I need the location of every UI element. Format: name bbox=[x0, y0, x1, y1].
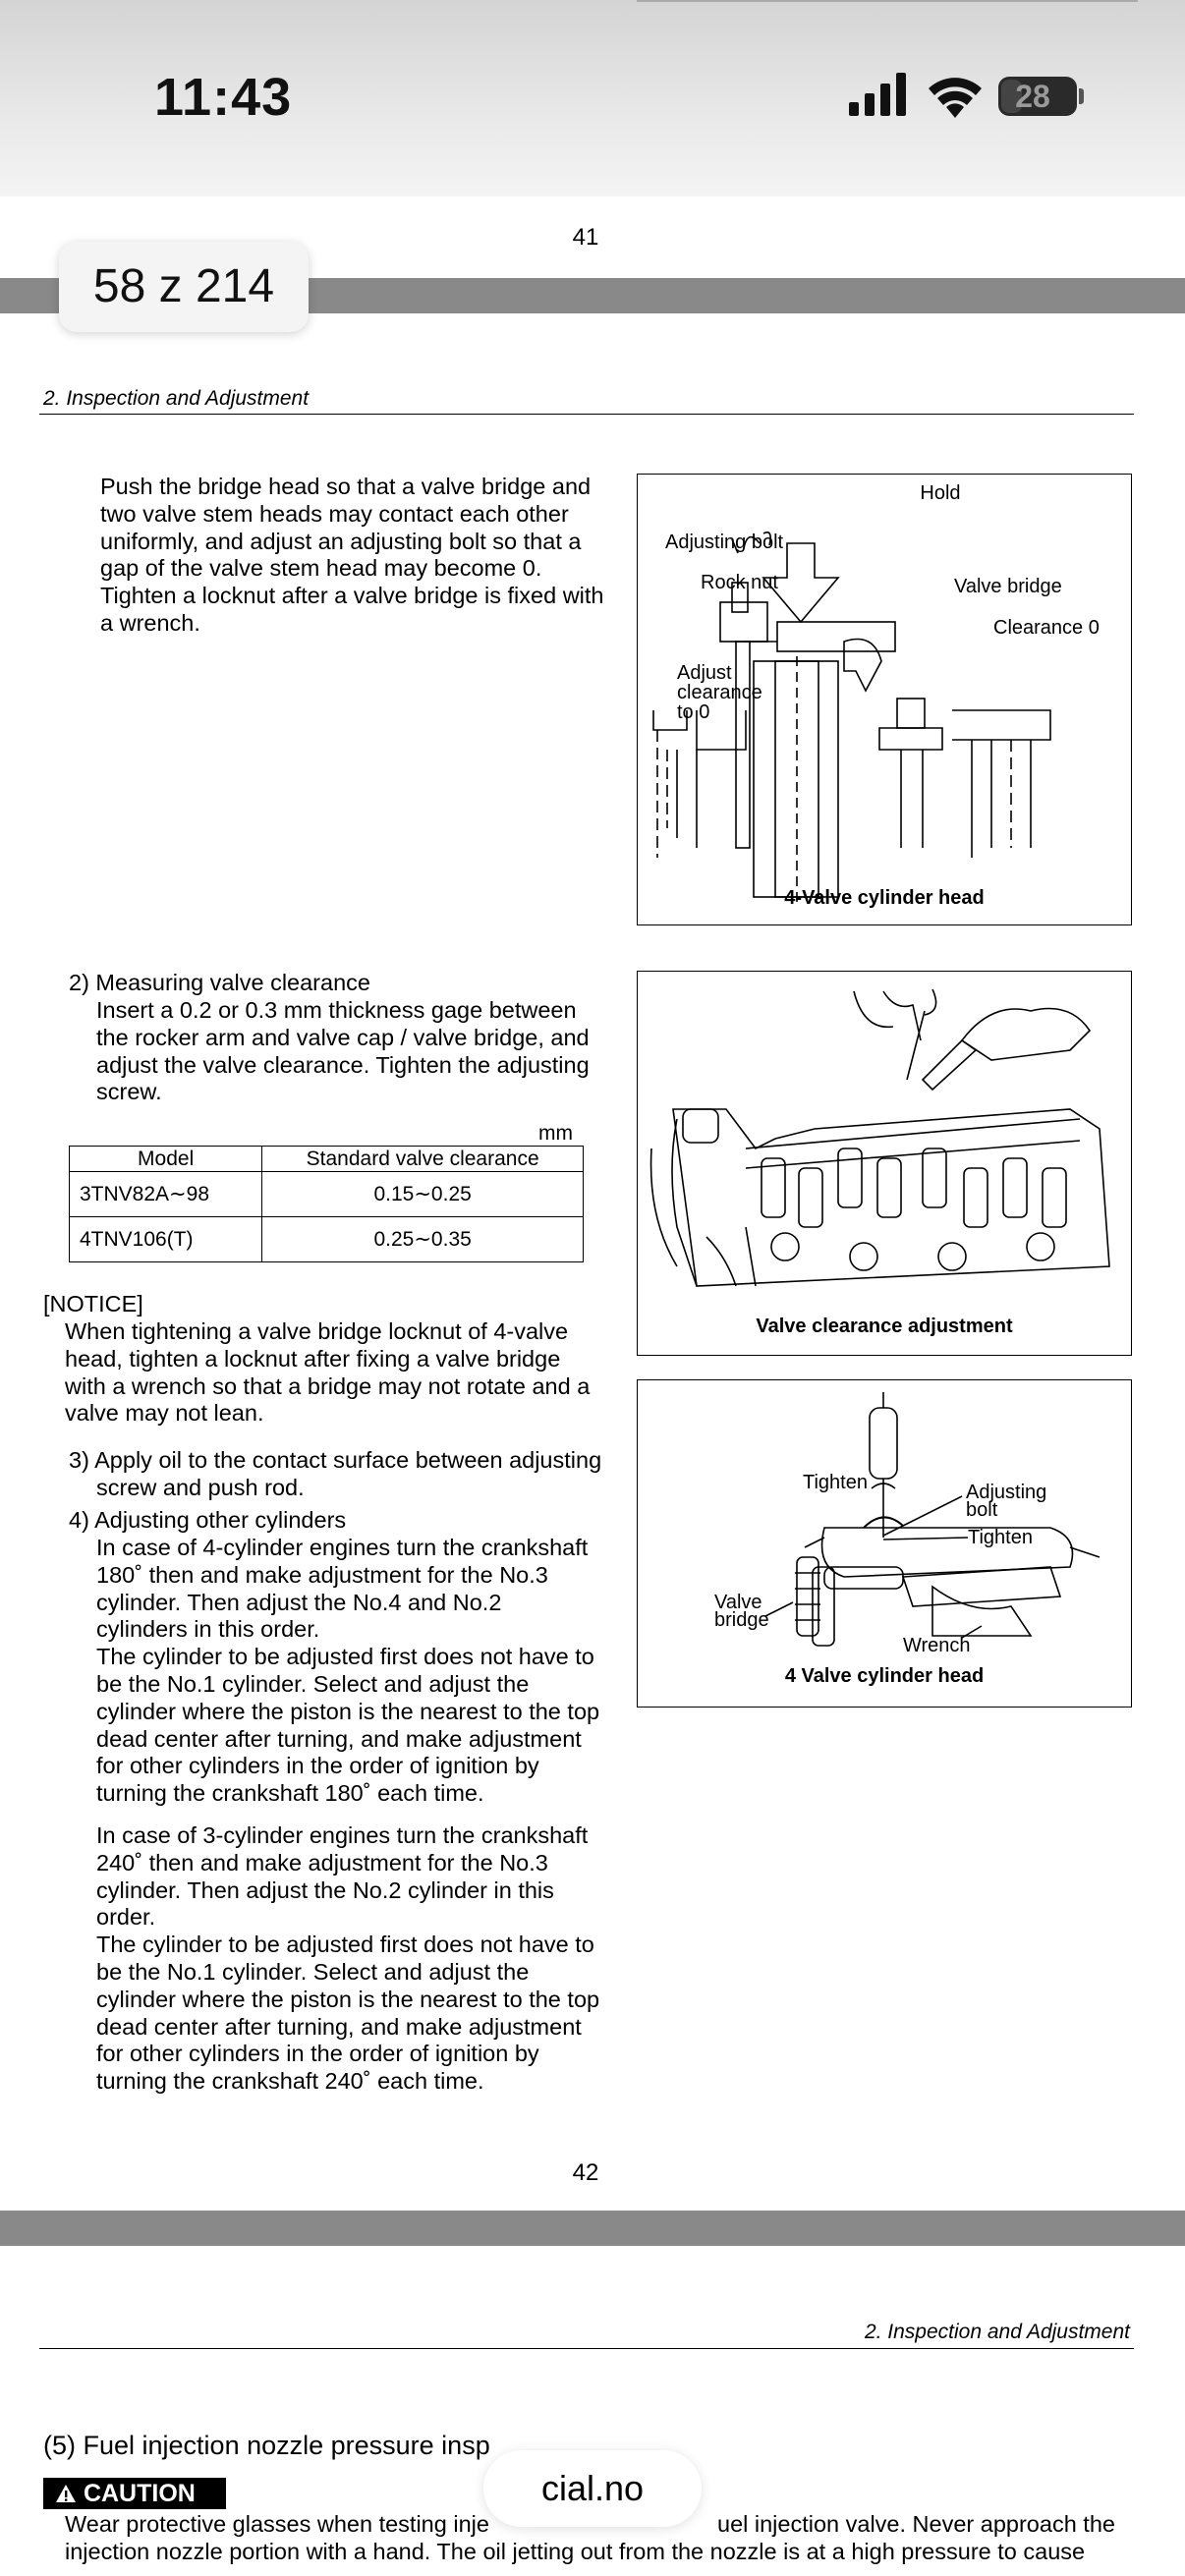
figure-valve-clearance-adjustment bbox=[637, 971, 1132, 1356]
label-tighten-2: Tighten bbox=[968, 1527, 1033, 1548]
valve-clearance-illustration bbox=[638, 972, 1133, 1357]
page-number-top: 41 bbox=[572, 224, 599, 251]
page-number-mid: 42 bbox=[572, 2159, 599, 2186]
step-2-heading: 2) Measuring valve clearance bbox=[69, 970, 370, 995]
header-rule bbox=[39, 2348, 1134, 2349]
text-line: dead center after turning, and make adjustment bbox=[96, 2013, 582, 2040]
page-header: 2. Inspection and Adjustment bbox=[864, 2321, 1130, 2343]
text-line: When tightening a valve bridge locknut of 4-valve bbox=[65, 1318, 569, 1344]
step-4-block-4-cylinder bbox=[96, 1535, 599, 1808]
figure-caption: 4-Valve cylinder head bbox=[784, 887, 985, 909]
notice-title: [NOTICE] bbox=[43, 1291, 143, 1316]
text-line: cylinder. Then adjust the No.4 and No.2 bbox=[96, 1589, 502, 1615]
table-unit: mm bbox=[538, 1122, 573, 1145]
cellular-signal-icon bbox=[849, 73, 908, 116]
table-row bbox=[70, 1172, 584, 1217]
label-valve-bridge: Valve bridge bbox=[954, 576, 1062, 597]
table-header-row bbox=[70, 1147, 584, 1172]
text-line: Insert a 0.2 or 0.3 mm thickness gage between bbox=[96, 997, 577, 1023]
figure-4-valve-cylinder-head-wrench bbox=[637, 1379, 1132, 1708]
col-standard-clearance: Standard valve clearance bbox=[262, 1147, 584, 1172]
caution-line-1b: uel injection valve. Never approach the bbox=[717, 2511, 1115, 2537]
warning-icon bbox=[55, 2484, 77, 2503]
clock: 11:43 bbox=[154, 68, 293, 127]
text-line: with a wrench so that a bridge may not rotate and a bbox=[65, 1372, 591, 1399]
label-wrench: Wrench bbox=[903, 1635, 971, 1656]
caution-text: CAUTION bbox=[83, 2480, 196, 2507]
step-2-body bbox=[96, 997, 590, 1106]
url-pill[interactable]: cial.no bbox=[483, 2450, 702, 2527]
text-line: cylinders in this order. bbox=[96, 1616, 320, 1643]
figure-caption: Valve clearance adjustment bbox=[756, 1316, 1013, 1337]
label-rock-nut: Rock nut bbox=[701, 572, 778, 593]
label-bridge: bridge bbox=[714, 1609, 769, 1631]
label-clearance-0: Clearance 0 bbox=[993, 617, 1100, 639]
label-hold: Hold bbox=[920, 482, 961, 504]
label-clearance: clearance bbox=[677, 682, 762, 703]
caution-line-2: injection nozzle portion with a hand. The oil jetting out from the nozzle is at a high pressure to cause bbox=[65, 2539, 1086, 2564]
cell-value: 0.25∼0.35 bbox=[262, 1217, 584, 1262]
text-line: a wrench. bbox=[100, 609, 200, 636]
text-line: turning the crankshaft 180˚ each time. bbox=[96, 1780, 484, 1807]
caution-label bbox=[43, 2478, 226, 2509]
text-line: In case of 4-cylinder engines turn the crankshaft bbox=[96, 1535, 589, 1560]
label-adjust: Adjust bbox=[677, 662, 732, 684]
label-tighten: Tighten bbox=[803, 1472, 868, 1493]
text-line: dead center after turning, and make adjustment bbox=[96, 1725, 582, 1752]
section-title: (5) Fuel injection nozzle pressure insp bbox=[43, 2431, 490, 2460]
text-line: be the No.1 cylinder. Select and adjust the bbox=[96, 1958, 530, 1985]
wrench-illustration bbox=[638, 1380, 1133, 1708]
text-line: 180˚ then and make adjustment for the No.3 bbox=[96, 1561, 548, 1588]
text-line: The cylinder to be adjusted first does not have to bbox=[96, 1644, 594, 1670]
text-line: screw and push rod. bbox=[96, 1474, 305, 1500]
step-3 bbox=[69, 1447, 601, 1502]
text-line: valve may not lean. bbox=[65, 1400, 264, 1427]
text-line: 3) Apply oil to the contact surface between adjusting bbox=[69, 1447, 602, 1473]
table-row bbox=[70, 1217, 584, 1262]
cell-value: 0.15∼0.25 bbox=[262, 1172, 584, 1217]
battery-icon bbox=[998, 77, 1077, 116]
step-4-heading: 4) Adjusting other cylinders bbox=[69, 1507, 347, 1533]
notice-body bbox=[65, 1318, 590, 1428]
label-adjusting-bolt: Adjusting bolt bbox=[665, 532, 784, 553]
text-line: adjust the valve clearance. Tighten the adjusting bbox=[96, 1051, 590, 1078]
text-line: 240˚ then and make adjustment for the No.3 bbox=[96, 1849, 548, 1876]
text-line: for other cylinders in the order of ignition by bbox=[96, 1753, 539, 1779]
text-line: screw. bbox=[96, 1079, 162, 1105]
cell-model: 4TNV106(T) bbox=[70, 1217, 262, 1262]
caution-line-1a: Wear protective glasses when testing inje bbox=[65, 2511, 489, 2537]
text-line: two valve stem heads may contact each other bbox=[100, 500, 569, 527]
text-line: order. bbox=[96, 1904, 156, 1931]
text-line: the rocker arm and valve cap / valve bridge, and bbox=[96, 1024, 590, 1050]
label-to-0: to 0 bbox=[677, 701, 710, 723]
text-line: be the No.1 cylinder. Select and adjust the bbox=[96, 1670, 530, 1697]
cylinder-head-diagram bbox=[638, 475, 1133, 926]
intro-paragraph bbox=[100, 474, 603, 638]
text-line: cylinder where the piston is the nearest to the top bbox=[96, 1986, 600, 2012]
battery-percent: 28 bbox=[1015, 79, 1050, 114]
figure-caption: 4 Valve cylinder head bbox=[784, 1665, 985, 1687]
label-valve: Valve bbox=[714, 1592, 762, 1613]
cell-model: 3TNV82A∼98 bbox=[70, 1172, 262, 1217]
header-rule bbox=[39, 414, 1134, 415]
text-line: In case of 3-cylinder engines turn the crankshaft bbox=[96, 1822, 589, 1848]
text-line: Tighten a locknut after a valve bridge is fixed with bbox=[100, 583, 604, 609]
page-indicator[interactable]: 58 z 214 bbox=[59, 242, 309, 332]
text-line: for other cylinders in the order of ignition by bbox=[96, 2041, 539, 2067]
text-line: gap of the valve stem head may become 0. bbox=[100, 555, 542, 582]
page-separator-bar bbox=[0, 2211, 1185, 2246]
battery-tip bbox=[1079, 88, 1084, 104]
label-bolt: bolt bbox=[966, 1499, 998, 1521]
text-line: head, tighten a locknut after fixing a valve bridge bbox=[65, 1345, 561, 1372]
valve-clearance-table bbox=[69, 1146, 584, 1262]
text-line: turning the crankshaft 240˚ each time. bbox=[96, 2068, 484, 2095]
wifi-icon bbox=[928, 75, 983, 118]
text-line: The cylinder to be adjusted first does not have to bbox=[96, 1932, 594, 1958]
text-line: Push the bridge head so that a valve bridge and bbox=[100, 474, 592, 499]
text-line: cylinder where the piston is the nearest to the top bbox=[96, 1698, 600, 1724]
text-line: uniformly, and adjust an adjusting bolt so that a bbox=[100, 528, 582, 554]
col-model: Model bbox=[70, 1147, 262, 1172]
text-line: cylinder. Then adjust the No.2 cylinder in this bbox=[96, 1876, 554, 1903]
figure-4-valve-cylinder-head bbox=[637, 474, 1132, 925]
step-4-block-3-cylinder bbox=[96, 1822, 599, 2096]
label-adjusting: Adjusting bbox=[966, 1482, 1047, 1503]
top-edge-line bbox=[637, 0, 1138, 2]
page-header: 2. Inspection and Adjustment bbox=[43, 387, 310, 410]
